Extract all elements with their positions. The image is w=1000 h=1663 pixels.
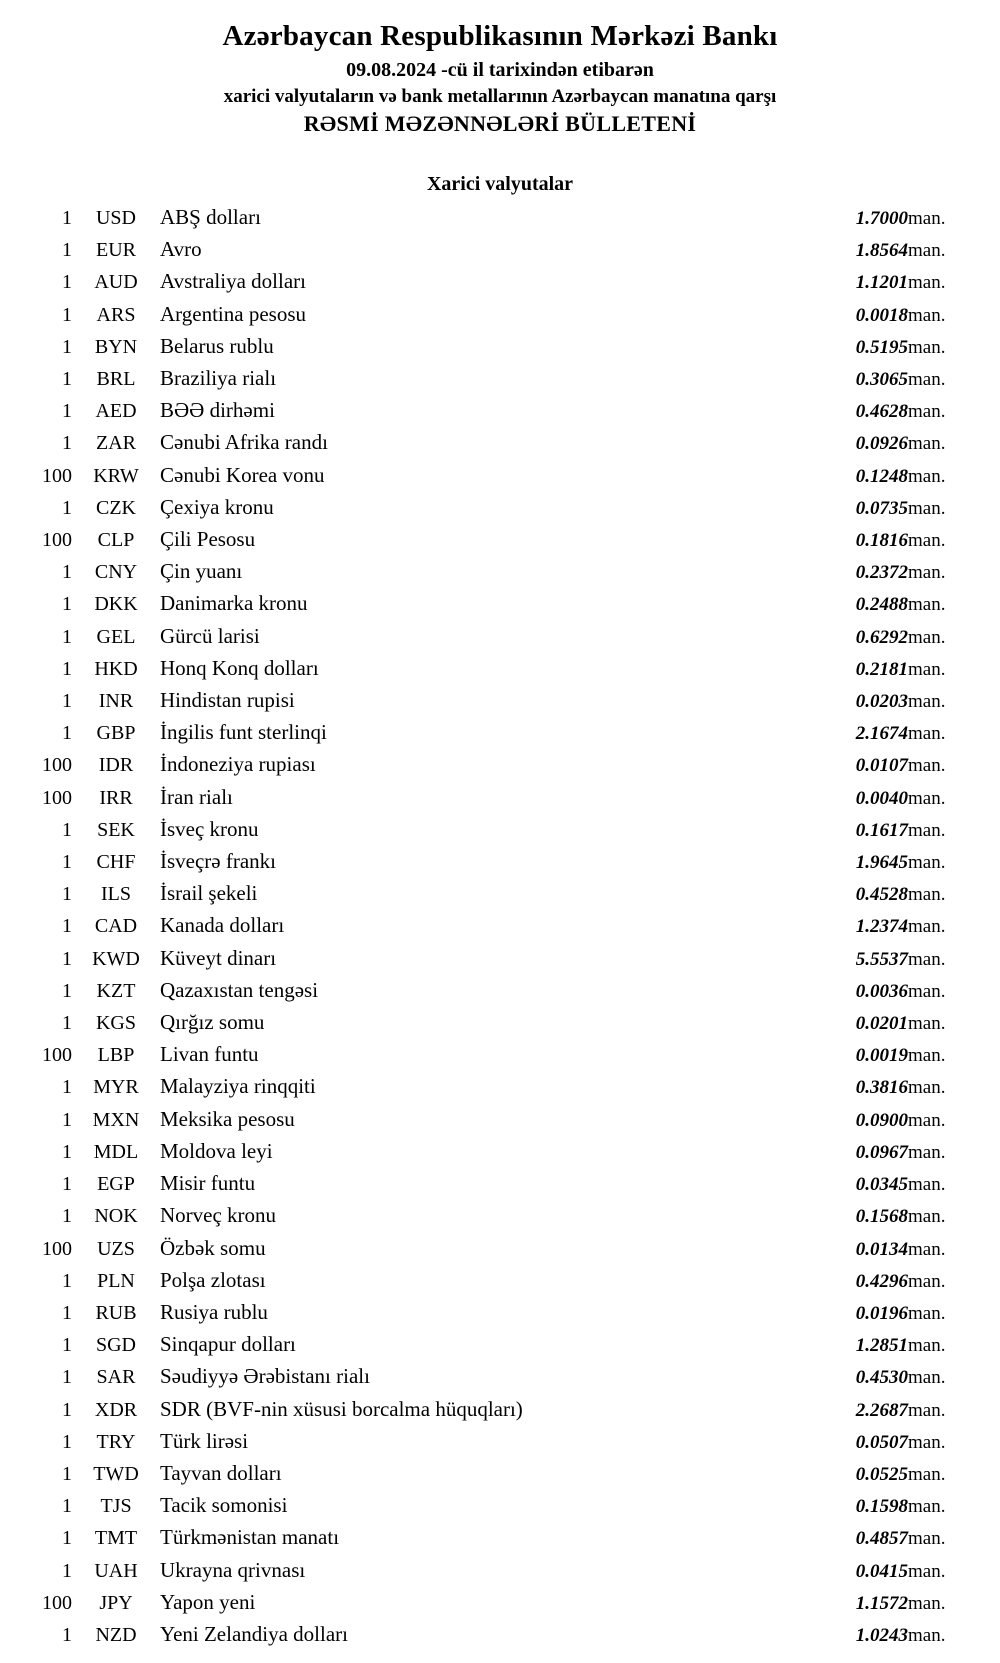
currency-unit-label: man.: [908, 1206, 946, 1228]
currency-code: SAR: [96, 1366, 136, 1389]
currency-amount: 1: [62, 207, 72, 229]
table-row: [0, 685, 1000, 717]
currency-unit-label: man.: [908, 1624, 946, 1646]
currency-code: CZK: [96, 496, 136, 519]
table-row: [0, 943, 1000, 975]
currency-code: UAH: [94, 1559, 138, 1582]
currency-name: Polşa zlotası: [160, 1267, 266, 1292]
currency-rate: 0.0201: [855, 1013, 908, 1035]
currency-name: Yeni Zelandiya dolları: [160, 1621, 348, 1646]
currency-name: Hindistan rupisi: [160, 688, 295, 713]
table-row: [0, 749, 1000, 781]
currency-amount: 1: [62, 1205, 72, 1228]
currency-name: Rusiya rublu: [160, 1299, 268, 1324]
currency-code: MDL: [93, 1140, 139, 1163]
currency-code: BRL: [96, 368, 136, 391]
currency-code: USD: [95, 207, 136, 229]
currency-name: Honq Konq dolları: [160, 655, 319, 680]
currency-rate: 0.1617: [855, 819, 908, 841]
currency-amount: 1: [62, 496, 72, 519]
currency-name: Kanada dolları: [160, 913, 285, 938]
table-row: [0, 524, 1000, 556]
table-row: [0, 427, 1000, 459]
currency-rate: 0.0134: [855, 1238, 908, 1260]
currency-rate: 2.1674: [855, 723, 908, 745]
currency-name: Qırğız somu: [160, 1010, 265, 1035]
currency-name: Çin yuanı: [160, 559, 243, 584]
currency-unit-label: man.: [908, 1045, 946, 1067]
currency-code: EUR: [96, 239, 136, 262]
currency-amount: 100: [42, 754, 72, 777]
currency-code: MYR: [93, 1076, 139, 1099]
table-row: [0, 234, 1000, 266]
currency-amount: 1: [62, 1430, 72, 1453]
document-header: [0, 20, 1000, 137]
currency-name: Belarus rublu: [160, 333, 274, 358]
table-row: [0, 266, 1000, 298]
table-row: [0, 846, 1000, 878]
currency-code: KGS: [95, 1012, 136, 1035]
currency-rate: 1.7000: [855, 208, 908, 229]
currency-name: Cənubi Korea vonu: [160, 462, 325, 487]
currency-code: RUB: [95, 1301, 137, 1324]
currency-rate: 0.0926: [855, 433, 908, 455]
currency-amount: 1: [62, 1559, 72, 1582]
currency-name: Ukrayna qrivnası: [160, 1557, 306, 1582]
table-row: [0, 1168, 1000, 1200]
currency-code: GBP: [96, 722, 136, 745]
table-row: [0, 1361, 1000, 1393]
currency-rate: 0.0967: [855, 1141, 908, 1163]
currency-code: ZAR: [96, 432, 136, 455]
currency-unit-label: man.: [908, 1013, 946, 1035]
currency-unit-label: man.: [908, 723, 946, 745]
currency-name: Özbək somu: [160, 1235, 266, 1260]
currency-code: UZS: [97, 1237, 135, 1260]
currency-amount: 100: [42, 786, 72, 809]
currency-rate: 1.2374: [855, 916, 908, 938]
currency-unit-label: man.: [908, 1174, 946, 1196]
section-title-foreign-currencies: Xarici valyutalar: [426, 173, 574, 195]
table-row: [0, 1136, 1000, 1168]
currency-name: Çili Pesosu: [160, 527, 256, 552]
currency-unit-label: man.: [908, 1399, 946, 1421]
currency-rate: 0.6292: [855, 626, 908, 648]
currency-rate: 0.1568: [855, 1206, 908, 1228]
currency-unit-label: man.: [908, 497, 946, 519]
table-row: [0, 492, 1000, 524]
currency-rate: 0.1598: [855, 1496, 908, 1518]
table-row: [0, 878, 1000, 910]
currency-name: Çexiya kronu: [160, 494, 274, 519]
currency-amount: 1: [62, 1398, 72, 1421]
currency-code: IRR: [99, 786, 133, 809]
table-row: [0, 1458, 1000, 1490]
currency-name: Malayziya rinqqiti: [160, 1074, 316, 1099]
currency-unit-label: man.: [908, 787, 946, 809]
currency-code: SEK: [97, 818, 135, 841]
currency-amount: 1: [62, 883, 72, 906]
currency-code: AED: [95, 400, 137, 423]
table-row: [0, 299, 1000, 331]
currency-amount: 1: [62, 303, 72, 326]
table-row: [0, 363, 1000, 395]
table-row: [0, 1619, 1000, 1651]
currency-code: CHF: [96, 851, 136, 874]
currency-code: TJS: [100, 1495, 132, 1518]
currency-amount: 1: [62, 400, 72, 423]
currency-rate: 1.0243: [855, 1624, 908, 1646]
currency-name: ABŞ dolları: [160, 205, 261, 229]
currency-rate: 0.0018: [855, 304, 908, 326]
currency-rate: 0.0203: [855, 691, 908, 713]
currency-unit-label: man.: [908, 530, 946, 552]
currency-rate: 1.9645: [855, 852, 908, 874]
table-row: [0, 910, 1000, 942]
currency-rate: 0.0345: [855, 1174, 908, 1196]
currency-amount: 1: [62, 1173, 72, 1196]
currency-amount: 1: [62, 1140, 72, 1163]
currency-rate: 0.4530: [855, 1367, 908, 1389]
table-row: [0, 588, 1000, 620]
currency-unit-label: man.: [908, 369, 946, 391]
currency-rate: 0.1816: [855, 530, 908, 552]
currency-unit-label: man.: [908, 980, 946, 1002]
table-row: [0, 331, 1000, 363]
currency-rate: 2.2687: [855, 1399, 908, 1421]
table-row: [0, 1426, 1000, 1458]
currency-name: Avstraliya dolları: [160, 269, 306, 294]
currency-amount: 1: [62, 1462, 72, 1485]
currency-unit-label: man.: [908, 1141, 946, 1163]
currency-rate: 0.1248: [855, 465, 908, 487]
table-row: [0, 1490, 1000, 1522]
currency-unit-label: man.: [908, 562, 946, 584]
currency-amount: 1: [62, 368, 72, 391]
currency-rate: 0.5195: [855, 336, 908, 358]
currency-rate: 0.0040: [855, 787, 908, 809]
table-row: [0, 1587, 1000, 1619]
currency-unit-label: man.: [908, 401, 946, 423]
currency-unit-label: man.: [908, 658, 946, 680]
table-row: [0, 1265, 1000, 1297]
currency-code: EGP: [97, 1173, 135, 1196]
currency-name: Danimarka kronu: [160, 591, 308, 616]
currency-name: İsveç kronu: [160, 816, 259, 841]
currency-code: KRW: [93, 464, 139, 487]
currency-unit-label: man.: [908, 465, 946, 487]
currency-rate: 0.2372: [855, 562, 908, 584]
currency-rate: 1.1572: [855, 1592, 908, 1614]
currency-amount: 1: [62, 1076, 72, 1099]
currency-amount: 1: [62, 271, 72, 294]
currency-amount: 1: [62, 335, 72, 358]
currency-rate: 0.0735: [855, 497, 908, 519]
currency-amount: 1: [62, 818, 72, 841]
currency-unit-label: man.: [908, 1463, 946, 1485]
currency-unit-label: man.: [908, 208, 946, 229]
table-row: [0, 1329, 1000, 1361]
currency-name: Avro: [160, 237, 202, 262]
currency-name: Tacik somonisi: [160, 1493, 288, 1518]
currency-code: INR: [98, 690, 134, 713]
currency-amount: 1: [62, 1269, 72, 1292]
currency-rate: 0.0525: [855, 1463, 908, 1485]
table-row: [0, 1394, 1000, 1426]
currency-unit-label: man.: [908, 1367, 946, 1389]
currency-name: İngilis funt sterlinqi: [160, 720, 327, 745]
currency-rate: 0.3065: [855, 369, 908, 391]
table-row: [0, 395, 1000, 427]
exchange-rates-table: [0, 202, 1000, 1651]
currency-unit-label: man.: [908, 272, 946, 294]
currency-name: Argentina pesosu: [160, 301, 307, 326]
currency-name: Meksika pesosu: [160, 1106, 295, 1131]
currency-rate: 0.2488: [855, 594, 908, 616]
currency-name: Yapon yeni: [160, 1589, 256, 1614]
currency-unit-label: man.: [908, 304, 946, 326]
currency-amount: 1: [62, 1623, 72, 1646]
currency-unit-label: man.: [908, 1496, 946, 1518]
currency-unit-label: man.: [908, 755, 946, 777]
currency-unit-label: man.: [908, 916, 946, 938]
effective-date-line: 09.08.2024 -cü il tarixindən etibarən: [346, 59, 654, 81]
currency-rate: 5.5537: [855, 948, 908, 970]
currency-unit-label: man.: [908, 1109, 946, 1131]
currency-name: Tayvan dolları: [160, 1460, 282, 1485]
currency-unit-label: man.: [908, 1560, 946, 1582]
currency-amount: 1: [62, 722, 72, 745]
currency-amount: 1: [62, 1495, 72, 1518]
currency-amount: 100: [42, 464, 72, 487]
table-row: [0, 717, 1000, 749]
currency-name: İsrail şekeli: [160, 881, 258, 906]
currency-code: DKK: [94, 593, 138, 616]
currency-amount: 100: [42, 1044, 72, 1067]
exchange-rates-body: [0, 202, 1000, 1651]
bulletin-title: RƏSMİ MƏZƏNNƏLƏRİ BÜLLETENİ: [303, 111, 697, 136]
table-row: [0, 556, 1000, 588]
bank-name: Azərbaycan Respublikasının Mərkəzi Bankı: [222, 20, 778, 52]
currency-unit-label: man.: [908, 852, 946, 874]
currency-name: Braziliya rialı: [160, 366, 277, 391]
currency-code: MXN: [92, 1108, 140, 1131]
table-row: [0, 814, 1000, 846]
currency-rate: 0.4628: [855, 401, 908, 423]
table-row: [0, 1104, 1000, 1136]
currency-name: Misir funtu: [160, 1171, 256, 1196]
currency-amount: 1: [62, 979, 72, 1002]
currency-amount: 1: [62, 1527, 72, 1550]
table-row: [0, 653, 1000, 685]
currency-amount: 100: [42, 1591, 72, 1614]
currency-amount: 1: [62, 432, 72, 455]
currency-amount: 1: [62, 561, 72, 584]
table-row: [0, 621, 1000, 653]
currency-rate: 0.4296: [855, 1270, 908, 1292]
currency-code: NOK: [94, 1205, 138, 1228]
currency-amount: 1: [62, 851, 72, 874]
currency-rate: 0.2181: [855, 658, 908, 680]
currency-rate: 0.0036: [855, 980, 908, 1002]
currency-name: Livan funtu: [160, 1042, 259, 1067]
currency-code: TRY: [96, 1430, 136, 1453]
document-subtitle: xarici valyutaların və bank metallarının Azərbaycan manatına qarşı: [223, 86, 777, 107]
currency-rate: 0.4857: [855, 1528, 908, 1550]
table-row: [0, 782, 1000, 814]
currency-rate: 0.0107: [855, 755, 908, 777]
currency-rate: 0.0900: [855, 1109, 908, 1131]
currency-unit-label: man.: [908, 433, 946, 455]
currency-amount: 1: [62, 947, 72, 970]
currency-unit-label: man.: [908, 1335, 946, 1357]
currency-unit-label: man.: [908, 1592, 946, 1614]
currency-code: TWD: [93, 1462, 139, 1485]
currency-code: GEL: [96, 625, 136, 648]
table-row: [0, 1007, 1000, 1039]
currency-code: XDR: [94, 1398, 138, 1421]
currency-rate: 0.0507: [855, 1431, 908, 1453]
currency-rate: 0.0196: [855, 1302, 908, 1324]
currency-name: Türk lirəsi: [160, 1428, 249, 1453]
currency-rate: 0.0415: [855, 1560, 908, 1582]
currency-amount: 1: [62, 593, 72, 616]
currency-name: Küveyt dinarı: [160, 945, 277, 970]
currency-code: NZD: [95, 1623, 137, 1646]
currency-unit-label: man.: [908, 336, 946, 358]
currency-name: İran rialı: [160, 784, 233, 809]
currency-unit-label: man.: [908, 691, 946, 713]
currency-code: KZT: [96, 979, 136, 1002]
currency-rate: 1.1201: [855, 272, 908, 294]
currency-unit-label: man.: [908, 1302, 946, 1324]
currency-code: ARS: [96, 303, 136, 326]
currency-unit-label: man.: [908, 1528, 946, 1550]
table-row: [0, 1200, 1000, 1232]
currency-rate: 0.3816: [855, 1077, 908, 1099]
currency-code: PLN: [97, 1269, 135, 1292]
table-row: [0, 202, 1000, 234]
currency-name: Moldova leyi: [160, 1138, 273, 1163]
table-row: [0, 975, 1000, 1007]
currency-code: BYN: [94, 335, 138, 358]
currency-amount: 1: [62, 657, 72, 680]
currency-code: TMT: [94, 1527, 138, 1550]
currency-unit-label: man.: [908, 948, 946, 970]
currency-code: CLP: [97, 529, 135, 552]
currency-amount: 1: [62, 1301, 72, 1324]
currency-unit-label: man.: [908, 1238, 946, 1260]
currency-amount: 1: [62, 1334, 72, 1357]
table-row: [0, 1555, 1000, 1587]
currency-name: İsveçrə frankı: [160, 849, 277, 874]
table-row: [0, 1071, 1000, 1103]
currency-rate: 1.8564: [855, 240, 908, 262]
currency-rate: 0.4528: [855, 884, 908, 906]
currency-unit-label: man.: [908, 1077, 946, 1099]
currency-code: AUD: [94, 271, 138, 294]
currency-unit-label: man.: [908, 1270, 946, 1292]
table-row: [0, 460, 1000, 492]
table-row: [0, 1039, 1000, 1071]
currency-rate: 1.2851: [855, 1335, 908, 1357]
currency-name: Cənubi Afrika randı: [160, 430, 328, 455]
currency-name: SDR (BVF-nin xüsusi borcalma hüquqları): [160, 1396, 523, 1421]
currency-name: İndoneziya rupiası: [160, 752, 316, 777]
currency-code: SGD: [95, 1334, 136, 1357]
currency-unit-label: man.: [908, 626, 946, 648]
currency-code: KWD: [92, 947, 140, 970]
currency-name: Türkmənistan manatı: [160, 1525, 340, 1550]
currency-name: Səudiyyə Ərəbistanı rialı: [160, 1364, 370, 1389]
currency-name: BƏƏ dirhəmi: [160, 398, 275, 423]
table-row: [0, 1233, 1000, 1265]
currency-rate: 0.0019: [855, 1045, 908, 1067]
currency-name: Norveç kronu: [160, 1203, 277, 1228]
currency-unit-label: man.: [908, 1431, 946, 1453]
currency-amount: 1: [62, 239, 72, 262]
currency-name: Sinqapur dolları: [160, 1332, 296, 1357]
currency-code: HKD: [94, 657, 138, 680]
currency-code: CAD: [94, 915, 138, 938]
table-row: [0, 1522, 1000, 1554]
currency-amount: 100: [42, 529, 72, 552]
currency-unit-label: man.: [908, 240, 946, 262]
currency-amount: 1: [62, 915, 72, 938]
currency-name: Gürcü larisi: [160, 623, 260, 648]
currency-code: JPY: [99, 1591, 133, 1614]
currency-amount: 1: [62, 1012, 72, 1035]
currency-code: ILS: [101, 883, 131, 906]
currency-unit-label: man.: [908, 884, 946, 906]
currency-amount: 1: [62, 690, 72, 713]
currency-amount: 1: [62, 1366, 72, 1389]
currency-unit-label: man.: [908, 819, 946, 841]
currency-amount: 100: [42, 1237, 72, 1260]
currency-code: IDR: [98, 754, 134, 777]
currency-unit-label: man.: [908, 594, 946, 616]
table-row: [0, 1297, 1000, 1329]
currency-code: CNY: [94, 561, 138, 584]
currency-code: LBP: [97, 1044, 135, 1067]
currency-amount: 1: [62, 625, 72, 648]
currency-name: Qazaxıstan tengəsi: [160, 977, 319, 1002]
currency-amount: 1: [62, 1108, 72, 1131]
